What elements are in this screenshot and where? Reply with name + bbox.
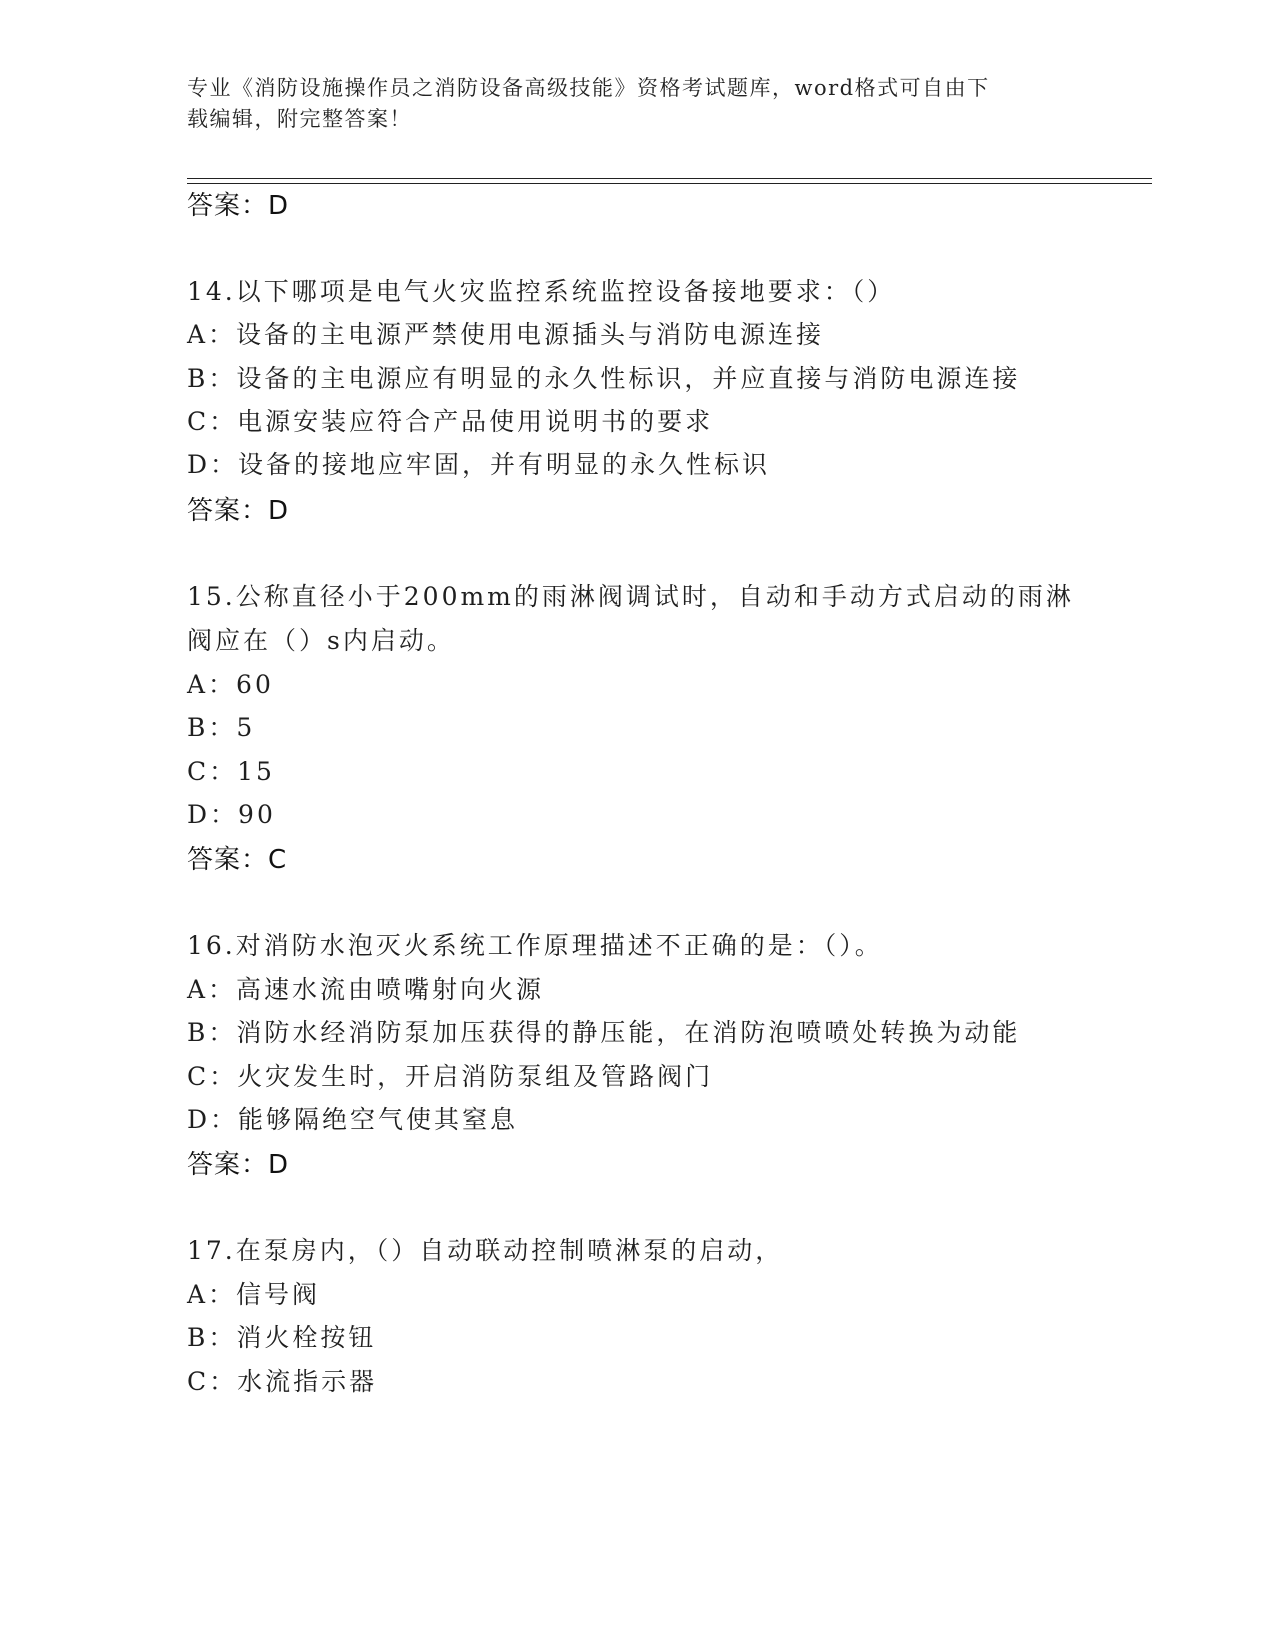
- header-line-2: 载编辑，附完整答案！: [187, 107, 412, 131]
- question-15-option-c: C：15: [187, 757, 275, 786]
- question-14-option-a: A：设备的主电源严禁使用电源插头与消防电源连接: [187, 320, 825, 349]
- question-17-option-b: B：消火栓按钮: [187, 1323, 377, 1352]
- header-line-1: 专业《消防设施操作员之消防设备高级技能》资格考试题库，word格式可自由下: [187, 76, 990, 100]
- question-16-option-d: D：能够隔绝空气使其窒息: [187, 1105, 519, 1134]
- question-14-option-b: B：设备的主电源应有明显的永久性标识，并应直接与消防电源连接: [187, 364, 1021, 393]
- question-15-answer: 答案：C: [187, 845, 288, 875]
- question-15-stem-line-1: 15.公称直径小于200mm的雨淋阀调试时，自动和手动方式启动的雨淋: [187, 582, 1074, 611]
- question-14-stem: 14.以下哪项是电气火灾监控系统监控设备接地要求：（）: [187, 277, 896, 306]
- question-17-stem: 17.在泵房内，（）自动联动控制喷淋泵的启动，: [187, 1236, 784, 1265]
- question-17-option-a: A：信号阀: [187, 1280, 321, 1309]
- header-divider-bottom: [187, 183, 1152, 184]
- question-15-option-d: D：90: [187, 800, 276, 829]
- question-15-stem-line-2: 阀应在（）s内启动。: [187, 626, 455, 655]
- question-14-option-d: D：设备的接地应牢固，并有明显的永久性标识: [187, 450, 771, 479]
- previous-answer: 答案：D: [187, 191, 290, 221]
- question-15-option-a: A：60: [187, 670, 274, 699]
- header-divider-top: [187, 178, 1152, 179]
- question-16-answer: 答案：D: [187, 1150, 290, 1180]
- question-14-option-c: C：电源安装应符合产品使用说明书的要求: [187, 407, 714, 436]
- question-14-answer: 答案：D: [187, 496, 290, 526]
- document-header: [187, 73, 1067, 135]
- question-16-option-b: B：消防水经消防泵加压获得的静压能，在消防泡喷喷处转换为动能: [187, 1018, 1021, 1047]
- question-16-option-c: C：火灾发生时，开启消防泵组及管路阀门: [187, 1062, 714, 1091]
- question-17-option-c: C：水流指示器: [187, 1367, 378, 1396]
- question-16-stem: 16.对消防水泡灭火系统工作原理描述不正确的是：（）。: [187, 931, 883, 960]
- question-16-option-a: A：高速水流由喷嘴射向火源: [187, 975, 545, 1004]
- question-15-option-b: B：5: [187, 713, 256, 742]
